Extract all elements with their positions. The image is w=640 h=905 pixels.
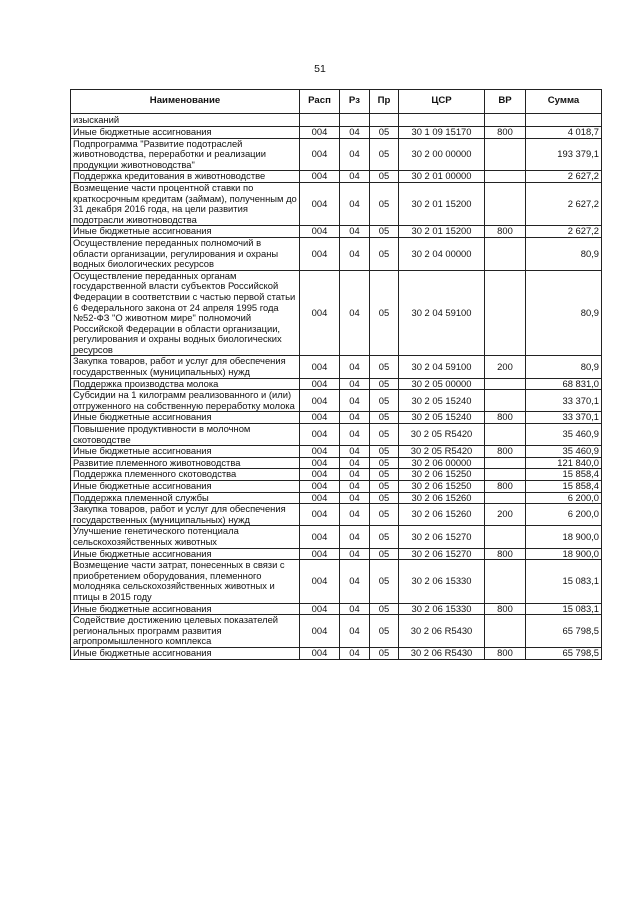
row-csr-cell: 30 2 05 R5420 [399,424,485,446]
row-csr-cell: 30 2 06 00000 [399,457,485,469]
row-vr-cell [485,526,526,548]
row-sum-cell: 33 370,1 [526,412,602,424]
table-row [71,226,602,238]
row-rasp-cell: 004 [300,492,340,504]
row-pr-cell: 05 [370,182,399,225]
row-rz-cell: 04 [340,481,370,493]
budget-table [70,89,602,660]
row-rasp-cell: 004 [300,647,340,659]
header-name: Наименование [71,90,300,114]
row-vr-cell [485,469,526,481]
row-sum-cell: 6 200,0 [526,492,602,504]
row-csr-cell: 30 2 06 15270 [399,526,485,548]
row-rasp-cell: 004 [300,182,340,225]
row-rz-cell: 04 [340,446,370,458]
row-sum-cell: 15 858,4 [526,481,602,493]
continuation-row [71,114,602,127]
row-sum-cell: 65 798,5 [526,615,602,648]
row-rz-cell: 04 [340,548,370,560]
row-rasp-cell: 004 [300,237,340,270]
row-sum-cell: 4 018,7 [526,127,602,139]
table-row [71,481,602,493]
row-rz-cell: 04 [340,356,370,378]
row-rz-cell: 04 [340,647,370,659]
row-rz-cell: 04 [340,504,370,526]
row-vr-cell: 200 [485,504,526,526]
row-rasp-cell: 004 [300,615,340,648]
row-vr-cell: 800 [485,226,526,238]
table-cell [526,114,602,127]
table-row [71,492,602,504]
row-name-cell: Иные бюджетные ассигнования [71,548,300,560]
table-row [71,526,602,548]
row-name-cell: Поддержка племенной службы [71,492,300,504]
row-vr-cell: 800 [485,127,526,139]
table-row [71,603,602,615]
row-rz-cell: 04 [340,492,370,504]
row-sum-cell: 2 627,2 [526,171,602,183]
row-vr-cell: 800 [485,647,526,659]
table-row [71,647,602,659]
row-csr-cell: 30 2 05 R5420 [399,446,485,458]
row-name-cell: Иные бюджетные ассигнования [71,412,300,424]
row-csr-cell: 30 2 04 00000 [399,237,485,270]
row-rz-cell: 04 [340,603,370,615]
table-header-row [71,90,602,114]
row-rasp-cell: 004 [300,138,340,171]
row-vr-cell: 800 [485,481,526,493]
table-cell [370,114,399,127]
row-rz-cell: 04 [340,378,370,390]
row-csr-cell: 30 2 05 00000 [399,378,485,390]
table-row [71,469,602,481]
table-row [71,237,602,270]
row-rasp-cell: 004 [300,390,340,412]
table-cell [340,114,370,127]
row-name-cell: Закупка товаров, работ и услуг для обеспечения государственных (муниципальных) нужд [71,356,300,378]
row-rasp-cell: 004 [300,226,340,238]
row-pr-cell: 05 [370,481,399,493]
row-vr-cell: 800 [485,446,526,458]
row-sum-cell: 6 200,0 [526,504,602,526]
row-name-cell: Осуществление переданных полномочий в области организации, регулирования и охраны водных биологических ресурсов [71,237,300,270]
row-csr-cell: 30 2 05 15240 [399,390,485,412]
table-row [71,446,602,458]
continuation-text: изысканий [71,114,300,127]
row-name-cell: Иные бюджетные ассигнования [71,481,300,493]
row-csr-cell: 30 2 06 15330 [399,603,485,615]
table-cell [300,114,340,127]
row-rz-cell: 04 [340,412,370,424]
row-pr-cell: 05 [370,270,399,356]
row-rasp-cell: 004 [300,446,340,458]
row-rasp-cell: 004 [300,424,340,446]
table-row [71,424,602,446]
row-csr-cell: 30 2 06 15330 [399,560,485,603]
header-vr: ВР [485,90,526,114]
row-csr-cell: 30 2 04 59100 [399,270,485,356]
row-vr-cell [485,237,526,270]
row-rz-cell: 04 [340,237,370,270]
row-rz-cell: 04 [340,526,370,548]
row-name-cell: Поддержка производства молока [71,378,300,390]
row-csr-cell: 30 2 06 R5430 [399,647,485,659]
table-row [71,270,602,356]
table-row [71,504,602,526]
row-name-cell: Иные бюджетные ассигнования [71,603,300,615]
row-rasp-cell: 004 [300,526,340,548]
row-sum-cell: 2 627,2 [526,226,602,238]
header-pr: Пр [370,90,399,114]
row-rz-cell: 04 [340,615,370,648]
table-row [71,182,602,225]
row-name-cell: Иные бюджетные ассигнования [71,127,300,139]
row-sum-cell: 35 460,9 [526,424,602,446]
row-csr-cell: 30 2 01 00000 [399,171,485,183]
row-name-cell: Осуществление переданных органам государственной власти субъектов Российской Федерации в соответствии с частью первой статьи 6 Федерального закона от 24 апреля 1995 года №52-ФЗ "О животном мире" полномочий Российской Федерации в области организации, регулирования и охраны водных биологических ресурсов [71,270,300,356]
row-name-cell: Улучшение генетического потенциала сельскохозяйственных животных [71,526,300,548]
table-row [71,390,602,412]
row-sum-cell: 80,9 [526,237,602,270]
row-name-cell: Поддержка племенного скотоводства [71,469,300,481]
row-rasp-cell: 004 [300,457,340,469]
row-csr-cell: 30 2 06 15270 [399,548,485,560]
row-pr-cell: 05 [370,237,399,270]
row-pr-cell: 05 [370,560,399,603]
row-csr-cell: 30 2 06 15250 [399,481,485,493]
row-rasp-cell: 004 [300,171,340,183]
row-vr-cell: 200 [485,356,526,378]
row-sum-cell: 2 627,2 [526,182,602,225]
row-rz-cell: 04 [340,560,370,603]
row-rasp-cell: 004 [300,603,340,615]
row-pr-cell: 05 [370,469,399,481]
table-row [71,171,602,183]
row-vr-cell [485,560,526,603]
row-rz-cell: 04 [340,171,370,183]
row-rz-cell: 04 [340,270,370,356]
row-sum-cell: 121 840,0 [526,457,602,469]
row-name-cell: Возмещение части затрат, понесенных в связи с приобретением оборудования, племенного молодняка сельскохозяйственных животных и птицы в 2015 году [71,560,300,603]
row-sum-cell: 65 798,5 [526,647,602,659]
row-vr-cell [485,378,526,390]
row-csr-cell: 30 1 09 15170 [399,127,485,139]
row-vr-cell: 800 [485,412,526,424]
row-rz-cell: 04 [340,469,370,481]
row-rz-cell: 04 [340,226,370,238]
row-vr-cell: 800 [485,603,526,615]
row-csr-cell: 30 2 01 15200 [399,226,485,238]
row-csr-cell: 30 2 06 15260 [399,492,485,504]
row-sum-cell: 33 370,1 [526,390,602,412]
row-vr-cell [485,270,526,356]
row-pr-cell: 05 [370,424,399,446]
row-rz-cell: 04 [340,182,370,225]
row-pr-cell: 05 [370,457,399,469]
row-pr-cell: 05 [370,492,399,504]
row-name-cell: Развитие племенного животноводства [71,457,300,469]
row-pr-cell: 05 [370,504,399,526]
row-name-cell: Иные бюджетные ассигнования [71,226,300,238]
table-row [71,548,602,560]
row-pr-cell: 05 [370,390,399,412]
row-rasp-cell: 004 [300,378,340,390]
table-row [71,412,602,424]
row-name-cell: Содействие достижению целевых показателей региональных программ развития агропромышленного комплекса [71,615,300,648]
row-pr-cell: 05 [370,127,399,139]
row-rz-cell: 04 [340,424,370,446]
row-pr-cell: 05 [370,226,399,238]
row-rz-cell: 04 [340,457,370,469]
table-row [71,378,602,390]
row-rz-cell: 04 [340,138,370,171]
table-row [71,560,602,603]
table-cell [399,114,485,127]
row-name-cell: Закупка товаров, работ и услуг для обеспечения государственных (муниципальных) нужд [71,504,300,526]
header-sum: Сумма [526,90,602,114]
row-vr-cell [485,182,526,225]
table-row [71,138,602,171]
row-pr-cell: 05 [370,548,399,560]
row-sum-cell: 15 083,1 [526,560,602,603]
row-sum-cell: 80,9 [526,356,602,378]
table-row [71,457,602,469]
row-name-cell: Возмещение части процентной ставки по краткосрочным кредитам (займам), полученным до 31 декабря 2016 года, на цели развития подотрасли животноводства [71,182,300,225]
table-row [71,356,602,378]
row-name-cell: Субсидии на 1 килограмм реализованного и (или) отгруженного на собственную переработку молока [71,390,300,412]
table-row [71,615,602,648]
row-vr-cell [485,424,526,446]
row-name-cell: Иные бюджетные ассигнования [71,446,300,458]
row-rasp-cell: 004 [300,481,340,493]
row-vr-cell [485,390,526,412]
row-csr-cell: 30 2 06 15260 [399,504,485,526]
row-name-cell: Поддержка кредитования в животноводстве [71,171,300,183]
header-rz: Рз [340,90,370,114]
row-csr-cell: 30 2 01 15200 [399,182,485,225]
row-name-cell: Иные бюджетные ассигнования [71,647,300,659]
row-pr-cell: 05 [370,138,399,171]
page-number: 51 [314,63,326,75]
row-rasp-cell: 004 [300,127,340,139]
row-pr-cell: 05 [370,356,399,378]
row-rasp-cell: 004 [300,412,340,424]
row-rasp-cell: 004 [300,548,340,560]
row-rasp-cell: 004 [300,356,340,378]
row-rasp-cell: 004 [300,469,340,481]
row-rz-cell: 04 [340,127,370,139]
row-csr-cell: 30 2 04 59100 [399,356,485,378]
row-csr-cell: 30 2 05 15240 [399,412,485,424]
row-rz-cell: 04 [340,390,370,412]
row-vr-cell [485,457,526,469]
row-pr-cell: 05 [370,647,399,659]
row-pr-cell: 05 [370,603,399,615]
row-pr-cell: 05 [370,171,399,183]
row-pr-cell: 05 [370,378,399,390]
row-pr-cell: 05 [370,412,399,424]
header-csr: ЦСР [399,90,485,114]
row-pr-cell: 05 [370,526,399,548]
header-rasp: Расп [300,90,340,114]
row-sum-cell: 15 858,4 [526,469,602,481]
row-sum-cell: 193 379,1 [526,138,602,171]
row-vr-cell: 800 [485,548,526,560]
row-sum-cell: 80,9 [526,270,602,356]
row-csr-cell: 30 2 00 00000 [399,138,485,171]
row-sum-cell: 68 831,0 [526,378,602,390]
row-vr-cell [485,492,526,504]
row-csr-cell: 30 2 06 R5430 [399,615,485,648]
row-name-cell: Повышение продуктивности в молочном скотоводстве [71,424,300,446]
row-pr-cell: 05 [370,615,399,648]
row-sum-cell: 18 900,0 [526,548,602,560]
row-pr-cell: 05 [370,446,399,458]
row-sum-cell: 15 083,1 [526,603,602,615]
row-vr-cell [485,171,526,183]
row-vr-cell [485,138,526,171]
row-sum-cell: 35 460,9 [526,446,602,458]
row-rasp-cell: 004 [300,560,340,603]
row-csr-cell: 30 2 06 15250 [399,469,485,481]
row-vr-cell [485,615,526,648]
row-rasp-cell: 004 [300,270,340,356]
row-rasp-cell: 004 [300,504,340,526]
table-cell [485,114,526,127]
table-row [71,127,602,139]
row-name-cell: Подпрограмма "Развитие подотраслей животноводства, переработки и реализации продукции животноводства" [71,138,300,171]
row-sum-cell: 18 900,0 [526,526,602,548]
